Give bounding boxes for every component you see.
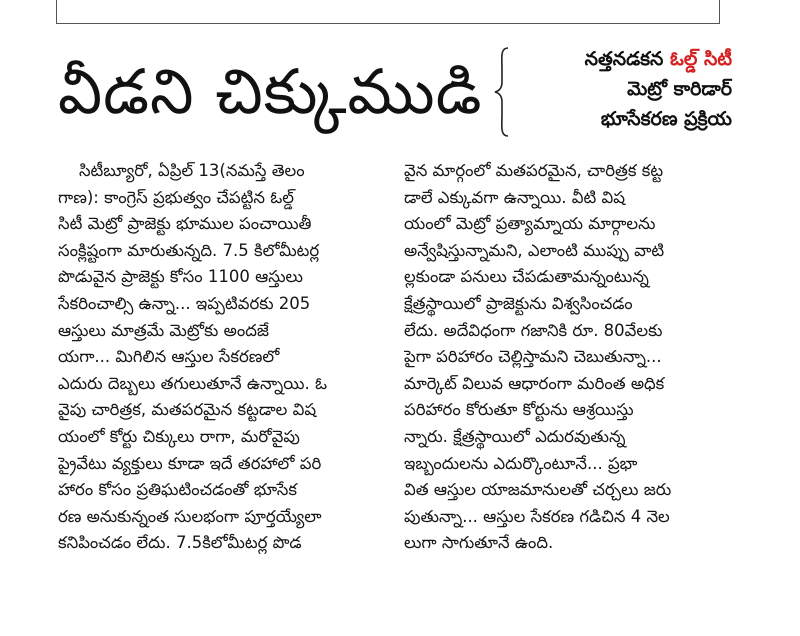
article-line: పొడువైన ప్రాజెక్టు కోసం 1100 ఆస్తులు [58, 267, 303, 287]
article-line: న్నారు. క్షేత్రస్థాయిలో ఎదురవుతున్న [404, 426, 626, 446]
article-line: సిటీబ్యూరో, ఏప్రిల్ 13(నమస్తే తెలం [58, 161, 305, 180]
article-line: ఎదురు దెబ్బలు తగులుతూనే ఉన్నాయి. ఓ [58, 373, 328, 393]
article-line: పైగా పరిహారం చెల్లిస్తామని చెబుతున్నా... [404, 347, 662, 367]
deck-line-1 [508, 44, 732, 74]
article-line: వైన మార్గంలో మతపరమైన, చారిత్రక కట్ట [404, 161, 664, 180]
headline-deck [508, 44, 732, 134]
previous-article-box [56, 0, 720, 24]
article-line: యంలో మెట్రో ప్రత్యామ్నాయ మార్గాలను [404, 214, 656, 234]
article-line: గాణ): కాంగ్రెస్ ప్రభుత్వం చేపట్టిన ఓల్డ్ [58, 187, 294, 207]
article-line: సేకరించాల్సి ఉన్నా... ఇప్పటివరకు 205 [58, 293, 311, 313]
article-line: ఆస్తులు మాత్రమే మెట్రోకు అందజే [58, 320, 269, 340]
article-line: పుతున్నా... ఆస్తుల సేకరణ గడిచిన 4 నెల [404, 506, 670, 526]
deck-line-1-prefix: నత్తనడకన [584, 48, 671, 70]
article-line: లేదు. అదేవిధంగా గజానికి రూ. 80వేలకు [404, 320, 663, 340]
article-line: రణ అనుకున్నంత సులభంగా పూర్తయ్యేలా [58, 506, 322, 526]
article-line: ప్రైవేటు వ్యక్తులు కూడా ఇదే తరహాలో పరి [58, 453, 322, 473]
headline: వీడని చిక్కుముడి [58, 55, 483, 128]
article-line: కనిపించడం లేదు. 7.5కిలోమీటర్ల పొడ [58, 533, 302, 553]
previous-article-text [95, 0, 173, 4]
article-line: ఇబ్బందులను ఎదుర్కొంటూనే... ప్రభా [404, 453, 638, 473]
deck-highlight-old-city: ఓల్డ్ సిటీ [670, 48, 732, 70]
article-line: క్షేత్రస్థాయిలో ప్రాజెక్టును విశ్వసించడం [404, 293, 633, 313]
deck-line-3: భూసేకరణ ప్రక్రియ [600, 108, 732, 130]
article-column-right [404, 158, 726, 557]
deck-line-2: మెట్రో కారిడార్ [627, 78, 732, 100]
article-line: మార్కెట్ విలువ ఆధారంగా మరింత అధిక [404, 373, 665, 393]
article-line: సిటీ మెట్రో ప్రాజెక్టు భూముల పంచాయితీ [58, 214, 312, 234]
article-line: వైపు చారిత్రక, మతపరమైన కట్టడాల విష [58, 400, 317, 420]
article-line: అన్వేషిస్తున్నామని, ఎలాంటి ముప్పు వాటి [404, 240, 665, 260]
article-line: డాలే ఎక్కువగా ఉన్నాయి. వీటి విష [404, 187, 625, 207]
article-line: యంలో కోర్టు చిక్కులు రాగా, మరోవైపు [58, 426, 300, 446]
article-line: యగా... మిగిలిన ఆస్తుల సేకరణలో [58, 347, 280, 367]
article-line: విత ఆస్తుల యాజమానులతో చర్చలు జరు [404, 480, 672, 500]
article-line: హారం కోసం ప్రతిఘటించడంతో భూసేక [58, 480, 297, 500]
article-line: పరిహారం కోరుతూ కోర్టును ఆశ్రయిస్తు [404, 400, 634, 420]
article-column-left [58, 158, 380, 557]
article-line: ల్లకుండా పనులు చేపడుతామన్నంటున్న [404, 267, 649, 287]
article-line: సంక్లిష్టంగా మారుతున్నది. 7.5 కిలోమీటర్ల [58, 240, 320, 260]
article-line: లుగా సాగుతూనే ఉంది. [404, 533, 554, 553]
